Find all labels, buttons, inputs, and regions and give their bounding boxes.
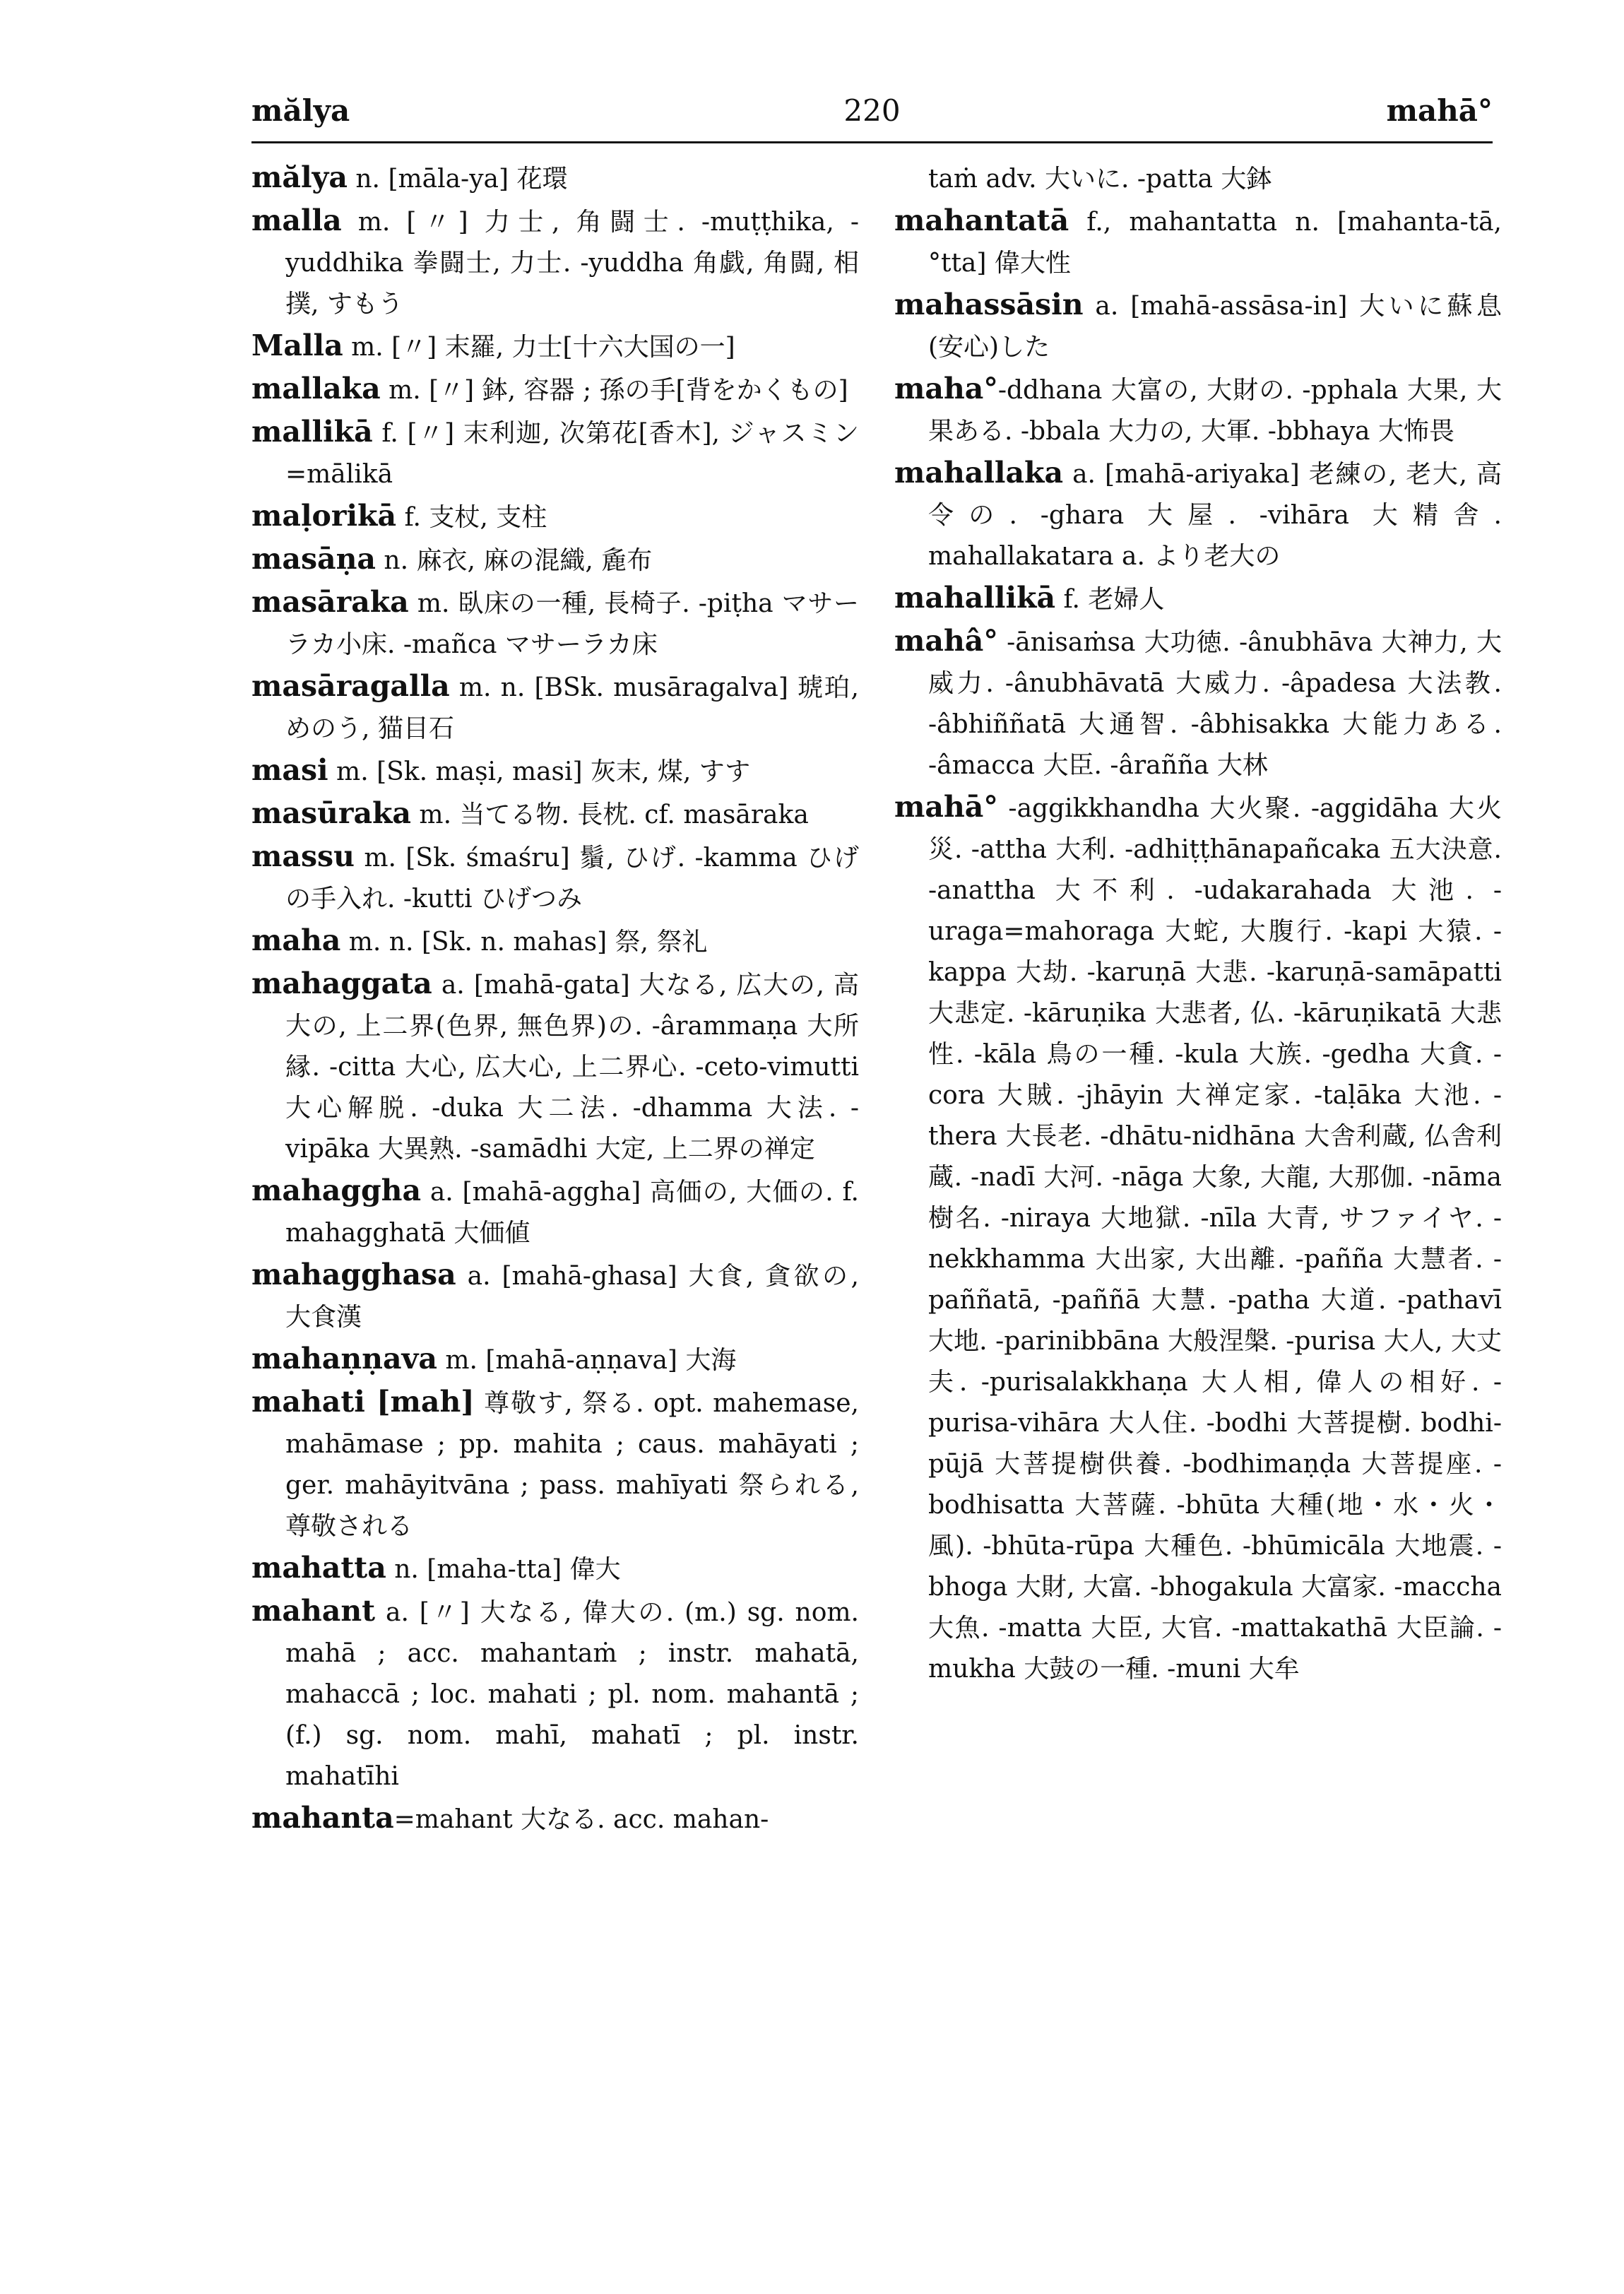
dictionary-entry bbox=[251, 495, 859, 538]
headword: Malla bbox=[251, 329, 343, 362]
headword: mahā° bbox=[894, 790, 998, 824]
headword: mahati [mah] bbox=[251, 1385, 475, 1419]
header-rule bbox=[251, 141, 1493, 143]
dictionary-entry bbox=[251, 963, 859, 1170]
header-last-headword: mahā° bbox=[1386, 93, 1493, 128]
headword: mallaka bbox=[251, 372, 381, 406]
dictionary-entry bbox=[251, 1797, 859, 1840]
definition: m. 臥床の一種, 長椅子. -piṭha マサーラカ小床. -mañca マサーラカ床 bbox=[285, 589, 859, 659]
dictionary-entry bbox=[251, 1338, 859, 1381]
headword: malla bbox=[251, 203, 342, 237]
definition: f. [〃] 末利迦, 次第花[香木], ジャスミン=mālikā bbox=[285, 419, 859, 489]
dictionary-entry bbox=[894, 620, 1502, 786]
definition: m. [〃] 末羅, 力士[十六大国の一] bbox=[343, 333, 735, 362]
dictionary-entry bbox=[894, 452, 1502, 577]
definition: n. [māla-ya] 花環 bbox=[347, 165, 568, 194]
definition: m. 当てる物. 長枕. cf. masāraka bbox=[410, 800, 809, 829]
headword: mahant bbox=[251, 1594, 376, 1628]
headword: mahaggha bbox=[251, 1173, 422, 1207]
definition: m. n. [Sk. n. mahas] 祭, 祭礼 bbox=[340, 928, 708, 957]
dictionary-entry bbox=[894, 284, 1502, 368]
definition: -ānisaṁsa 大功徳. -ânubhāva 大神力, 大威力. -ânubhāvatā 大威力. -âpadesa 大法教. -âbhiññatā 大通智. -âbhisakka 大能力ある. -âmacca 大臣. -âraññа 大林 bbox=[928, 628, 1502, 780]
running-header bbox=[251, 93, 1493, 143]
definition: -ddhana 大富の, 大財の. -pphala 大果, 大果ある. -bbala 大力の, 大軍. -bbhaya 大怖畏 bbox=[928, 376, 1502, 446]
definition: a. [mahā-aggha] 高価の, 大価の. f. mahagghatā 大価値 bbox=[285, 1178, 859, 1248]
definition: m. [〃] 力士, 角闘士. -muṭṭhika, -yuddhika 拳闘士, 力士. -yuddha 角戯, 角闘, 相撲, すもう bbox=[285, 208, 859, 319]
definition: m. [〃] 鉢, 容器 ; 孫の手[背をかくもの] bbox=[380, 376, 848, 405]
headword: maḷorikā bbox=[251, 499, 397, 533]
definition: n. 麻衣, 麻の混織, 麁布 bbox=[375, 546, 653, 575]
headword: masi bbox=[251, 753, 328, 787]
right-column bbox=[894, 157, 1502, 1690]
headword: mahallaka bbox=[894, 456, 1064, 490]
headword: mahagghasa bbox=[251, 1258, 456, 1291]
dictionary-entry bbox=[251, 538, 859, 581]
dictionary-entry-continuation bbox=[894, 157, 1502, 200]
headword: mahatta bbox=[251, 1551, 386, 1585]
dictionary-entry bbox=[894, 577, 1502, 620]
headword: mahâ° bbox=[894, 624, 998, 658]
dictionary-entry bbox=[251, 793, 859, 836]
dictionary-entry bbox=[251, 368, 859, 411]
definition: f. 老婦人 bbox=[1055, 585, 1165, 614]
dictionary-entry bbox=[251, 750, 859, 793]
definition: a. [〃] 大なる, 偉大の. (m.) sg. nom. mahā ; acc. mahantaṁ ; instr. mahatā, mahaccā ; loc. mahati ; pl. nom. mahantā ; (f.) sg. nom. mahī, mahatī ; pl. instr. mahatīhi bbox=[285, 1598, 859, 1791]
definition: a. [mahā-ghasa] 大食, 貪欲の, 大食漢 bbox=[285, 1262, 859, 1332]
dictionary-entry bbox=[251, 1590, 859, 1797]
headword: mahaggata bbox=[251, 966, 432, 1000]
headword: mahassāsin bbox=[894, 288, 1084, 321]
dictionary-entry bbox=[251, 920, 859, 963]
definition: f., mahantatta n. [mahanta-tā, °tta] 偉大性 bbox=[928, 208, 1502, 278]
definition: m. [Sk. maṣi, masi] 灰末, 煤, すす bbox=[328, 757, 751, 786]
headword: masāṇa bbox=[251, 542, 376, 576]
headword: mahantatā bbox=[894, 203, 1069, 237]
headword: masūraka bbox=[251, 796, 411, 830]
definition: f. 支杖, 支柱 bbox=[396, 503, 547, 532]
headword: masāragalla bbox=[251, 669, 450, 703]
dictionary-entry bbox=[251, 1254, 859, 1338]
dictionary-entry bbox=[251, 411, 859, 495]
definition: m. n. [BSk. musāragalva] 琥珀, めのう, 猫目石 bbox=[285, 673, 859, 743]
definition: a. [mahā-assāsa-in] 大いに蘇息(安心)した bbox=[928, 292, 1502, 362]
dictionary-entry bbox=[251, 325, 859, 368]
definition: 尊敬す, 祭る. opt. mahemase, mahāmase ; pp. mahita ; caus. mahāyati ; ger. mahāyitvāna ; pass. mahīyati 祭られる, 尊敬される bbox=[285, 1389, 860, 1541]
headword: mahaṇṇava bbox=[251, 1342, 437, 1376]
dictionary-entry bbox=[251, 157, 859, 200]
headword: masāraka bbox=[251, 585, 409, 619]
definition: taṁ adv. 大いに. -patta 大鉢 bbox=[928, 165, 1272, 194]
headword: mălya bbox=[251, 160, 348, 194]
dictionary-entry bbox=[251, 581, 859, 666]
definition: n. [maha-tta] 偉大 bbox=[386, 1555, 621, 1584]
headword: maha° bbox=[894, 372, 998, 406]
dictionary-entry bbox=[894, 200, 1502, 284]
dictionary-entry bbox=[251, 1381, 859, 1547]
headword: maha bbox=[251, 923, 341, 957]
headword: mallikā bbox=[251, 415, 373, 449]
definition: -aggikkhandha 大火聚. -aggidāha 大火災. -attha 大利. -adhiṭṭhānapañcaka 五大決意. -anattha 大不利. -udakarahada 大池. -uraga=mahoraga 大蛇, 大腹行. -kapi 大猿. -kappa 大劫. -karuṇā 大悲. -karuṇā-samāpatti 大悲定. -kāruṇika 大悲者, 仏. -kāruṇikatā 大悲性. -kāla 鳥の一種. -kula 大族. -gedha 大貪. -cora 大賊. -jhāyin 大禅定家. -taḷāka 大池. -thera 大長老. -dhātu-nidhāna 大舎利蔵, 仏舎利蔵. -nadī 大河. -nāga 大象, 大龍, 大那伽. -nāma 樹名. -niraya 大地獄. -nīla 大青, サファイヤ. -nekkhamma 大出家, 大出離. -pañña 大慧者. -paññatā, -paññā 大慧. -patha 大道. -pathavī 大地. -parinibbāna 大般涅槃. -purisa 大人, 大丈夫. -purisalakkhaṇa 大人相, 偉人の相好. -purisa-vihāra 大人住. -bodhi 大菩提樹. bodhi-pūjā 大菩提樹供養. -bodhimaṇḍa 大菩提座. -bodhisatta 大菩薩. -bhūta 大種(地・水・火・風). -bhūta-rūpa 大種色. -bhūmicāla 大地震. -bhoga 大財, 大富. -bhogakula 大富家. -maccha 大魚. -matta 大臣, 大官. -mattakathā 大臣論. -mukha 大鼓の一種. -muni 大牟 bbox=[928, 794, 1503, 1684]
page-number: 220 bbox=[843, 93, 901, 128]
dictionary-entry bbox=[251, 200, 859, 325]
dictionary-entry bbox=[251, 1547, 859, 1590]
definition: m. [Sk. śmaśru] 鬚, ひげ. -kamma ひげの手入れ. -kutti ひげつみ bbox=[285, 844, 859, 914]
definition: m. [mahā-aṇṇava] 大海 bbox=[437, 1346, 737, 1375]
headword: mahanta bbox=[251, 1801, 394, 1835]
dictionary-entry bbox=[251, 836, 859, 920]
definition: a. [mahā-ariyaka] 老練の, 老大, 高令の. -ghara 大屋. -vihāra 大精舎. mahallakatara a. より老大の bbox=[928, 460, 1502, 571]
dictionary-entry bbox=[894, 786, 1502, 1690]
header-first-headword: mălya bbox=[251, 93, 350, 128]
left-column bbox=[251, 157, 859, 1840]
definition: a. [mahā-gata] 大なる, 広大の, 高大の, 上二界(色界, 無色界)の. -ârammaṇa 大所縁. -citta 大心, 広大心, 上二界心. -ceto-vimutti 大心解脱. -duka 大二法. -dhamma 大法. -vipāka 大異熟. -samādhi 大定, 上二界の禅定 bbox=[285, 971, 859, 1164]
dictionary-entry bbox=[251, 1170, 859, 1254]
headword: mahallikā bbox=[894, 581, 1056, 615]
headword: massu bbox=[251, 839, 355, 873]
dictionary-entry bbox=[894, 368, 1502, 452]
dictionary-entry bbox=[251, 666, 859, 750]
definition: =mahant 大なる. acc. mahan- bbox=[393, 1805, 769, 1834]
